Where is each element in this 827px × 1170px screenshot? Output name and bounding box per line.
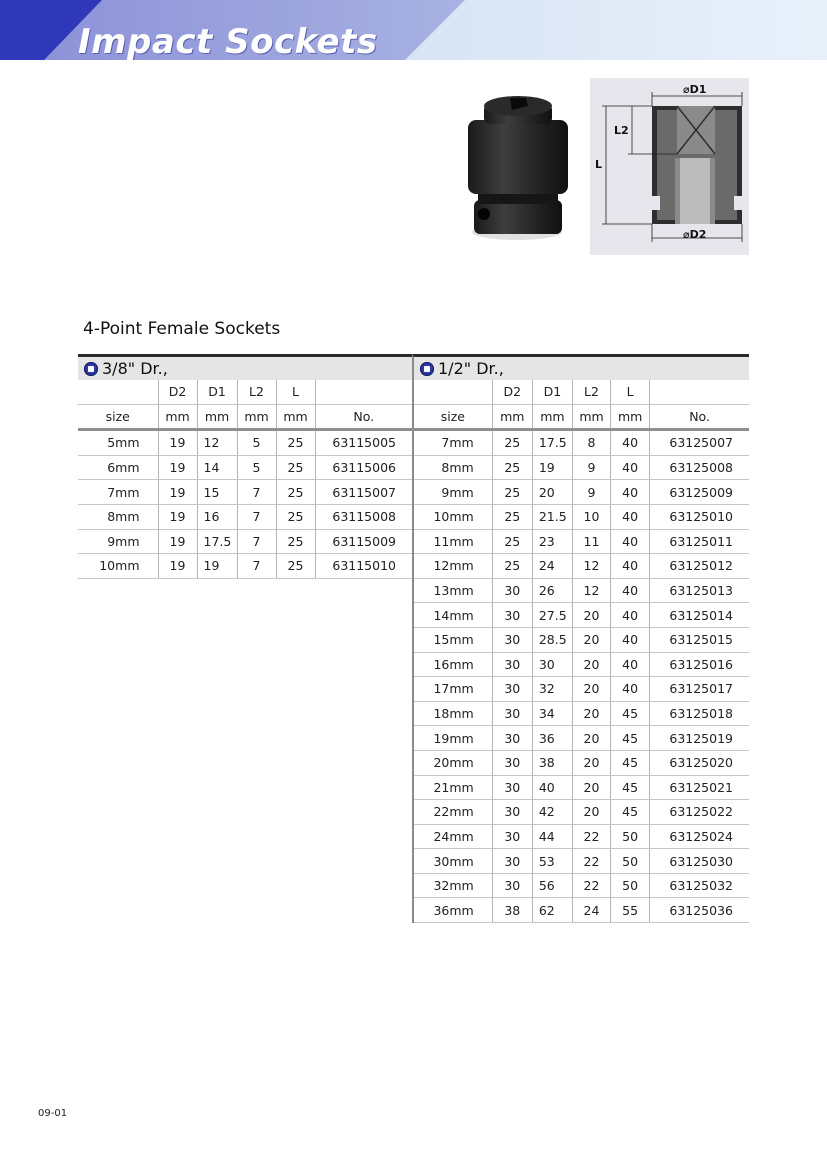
table-cell: 42	[532, 800, 572, 825]
table-row	[413, 529, 749, 554]
table-row	[413, 800, 749, 825]
table-cell: 40	[611, 603, 650, 628]
table-cell: 63125011	[650, 529, 749, 554]
dimension-diagram	[590, 78, 749, 255]
table-cell: 25	[276, 430, 315, 456]
table-cell: 55	[611, 898, 650, 923]
page-title: Impact Sockets	[78, 22, 378, 60]
table-cell: 20	[572, 652, 610, 677]
header-row	[413, 380, 749, 404]
table-cell: 25	[492, 430, 532, 456]
table-cell: 12	[572, 578, 610, 603]
section-title: 4-Point Female Sockets	[83, 319, 281, 339]
table-cell: 40	[611, 677, 650, 702]
table-cell: 19	[158, 430, 197, 456]
table-cell: 63125019	[650, 726, 749, 751]
table-row	[413, 652, 749, 677]
header-cell: mm	[237, 404, 276, 430]
table-cell: 30	[492, 849, 532, 874]
table-cell: 30	[492, 824, 532, 849]
table-row	[413, 430, 749, 456]
table-cell: 45	[611, 750, 650, 775]
table-cell: 63115010	[315, 554, 412, 579]
table-row	[413, 750, 749, 775]
table-cell: 22	[572, 849, 610, 874]
table-cell: 27.5	[532, 603, 572, 628]
socket-photo	[462, 92, 572, 252]
table-cell: 17.5	[532, 430, 572, 456]
table-row	[413, 603, 749, 628]
bullet-icon	[84, 362, 98, 376]
header-cell: mm	[611, 404, 650, 430]
table-cell: 25	[492, 529, 532, 554]
table-cell: 63125017	[650, 677, 749, 702]
table-cell: 5mm	[78, 430, 158, 456]
page-number: 09-01	[38, 1108, 68, 1119]
table-row	[413, 701, 749, 726]
table-cell: 63125015	[650, 627, 749, 652]
table-cell: 32	[532, 677, 572, 702]
table-cell: 20	[572, 750, 610, 775]
d2-label: ⌀D2	[683, 228, 707, 241]
table-cell: 25	[276, 529, 315, 554]
table-cell: 30	[492, 750, 532, 775]
table-cell: 9	[572, 455, 610, 480]
header-cell: mm	[572, 404, 610, 430]
table-cell: 24	[572, 898, 610, 923]
header-cell: D1	[197, 380, 237, 404]
table-row	[413, 554, 749, 579]
table-cell: 17.5	[197, 529, 237, 554]
table-cell: 30	[492, 578, 532, 603]
table-cell: 32mm	[413, 873, 492, 898]
table-cell: 19	[197, 554, 237, 579]
header-cell	[413, 380, 492, 404]
table-cell: 12	[572, 554, 610, 579]
table-row	[413, 726, 749, 751]
table-cell: 25	[276, 504, 315, 529]
table-cell: 10	[572, 504, 610, 529]
table-cell: 9mm	[78, 529, 158, 554]
table-cell: 7mm	[78, 480, 158, 505]
table-cell: 63115005	[315, 430, 412, 456]
table-cell: 7	[237, 504, 276, 529]
table-cell: 30	[492, 873, 532, 898]
table-cell: 63125036	[650, 898, 749, 923]
table-cell: 63115008	[315, 504, 412, 529]
table-cell: 17mm	[413, 677, 492, 702]
table-cell: 11mm	[413, 529, 492, 554]
header-row	[78, 380, 412, 404]
table-cell: 5	[237, 455, 276, 480]
table-cell: 21mm	[413, 775, 492, 800]
d1-label: ⌀D1	[683, 83, 707, 96]
table-cell: 30	[492, 775, 532, 800]
header-cell: No.	[315, 404, 412, 430]
table-cell: 30	[492, 800, 532, 825]
table-cell: 19	[158, 529, 197, 554]
header-cell: mm	[158, 404, 197, 430]
table-cell: 20	[572, 800, 610, 825]
table-cell: 30	[492, 726, 532, 751]
table-cell: 25	[492, 455, 532, 480]
table-cell: 24mm	[413, 824, 492, 849]
table-cell: 63125014	[650, 603, 749, 628]
table-cell: 15mm	[413, 627, 492, 652]
header-cell	[78, 380, 158, 404]
table-cell: 7	[237, 529, 276, 554]
spec-table-3-8	[78, 380, 412, 579]
table-cell: 63125030	[650, 849, 749, 874]
table-cell: 40	[611, 652, 650, 677]
table-cell: 36mm	[413, 898, 492, 923]
table-cell: 50	[611, 873, 650, 898]
table-row	[78, 504, 412, 529]
table-cell: 30	[492, 627, 532, 652]
table-cell: 40	[611, 529, 650, 554]
table-row	[413, 627, 749, 652]
table-cell: 20	[572, 726, 610, 751]
table-row	[413, 898, 749, 923]
table-row	[413, 824, 749, 849]
table-cell: 44	[532, 824, 572, 849]
table-cell: 63115006	[315, 455, 412, 480]
table-cell: 19	[532, 455, 572, 480]
table-cell: 25	[492, 504, 532, 529]
header-row	[78, 404, 412, 430]
table-cell: 20	[572, 603, 610, 628]
table-cell: 63125007	[650, 430, 749, 456]
table-row	[413, 873, 749, 898]
table-cell: 20	[572, 775, 610, 800]
table-cell: 19	[158, 504, 197, 529]
table-cell: 19mm	[413, 726, 492, 751]
header-row	[413, 404, 749, 430]
table-cell: 10mm	[413, 504, 492, 529]
table-cell: 16	[197, 504, 237, 529]
header-cell: D2	[158, 380, 197, 404]
table-cell: 11	[572, 529, 610, 554]
table-cell: 45	[611, 800, 650, 825]
table-row	[78, 455, 412, 480]
header-cell: L2	[237, 380, 276, 404]
l-label: L	[595, 158, 603, 171]
table-cell: 22mm	[413, 800, 492, 825]
table-cell: 25	[492, 480, 532, 505]
table-cell: 63125016	[650, 652, 749, 677]
table-cell: 63125009	[650, 480, 749, 505]
l2-label: L2	[614, 124, 629, 137]
table-cell: 30mm	[413, 849, 492, 874]
header-cell: No.	[650, 404, 749, 430]
table-row	[413, 480, 749, 505]
table-cell: 40	[611, 504, 650, 529]
table-cell: 19	[158, 554, 197, 579]
table-cell: 53	[532, 849, 572, 874]
header-cell: L2	[572, 380, 610, 404]
table-cell: 22	[572, 824, 610, 849]
header-cell: mm	[532, 404, 572, 430]
header-cell: L	[276, 380, 315, 404]
table-cell: 40	[611, 578, 650, 603]
table-cell: 12	[197, 430, 237, 456]
header-cell: mm	[276, 404, 315, 430]
table-cell: 40	[611, 480, 650, 505]
table-cell: 62	[532, 898, 572, 923]
table-panel-3-8-dr	[78, 354, 412, 579]
table-cell: 22	[572, 873, 610, 898]
table-cell: 63125032	[650, 873, 749, 898]
table-cell: 9mm	[413, 480, 492, 505]
table-cell: 50	[611, 849, 650, 874]
table-cell: 20	[572, 701, 610, 726]
table-title: 1/2" Dr.,	[438, 359, 504, 378]
table-row	[413, 677, 749, 702]
table-cell: 25	[492, 554, 532, 579]
table-cell: 16mm	[413, 652, 492, 677]
table-header-bar	[78, 354, 412, 380]
table-row	[78, 554, 412, 579]
table-cell: 36	[532, 726, 572, 751]
table-cell: 25	[276, 480, 315, 505]
table-cell: 12mm	[413, 554, 492, 579]
table-cell: 8	[572, 430, 610, 456]
table-cell: 19	[158, 455, 197, 480]
table-cell: 40	[611, 455, 650, 480]
table-cell: 25	[276, 554, 315, 579]
table-title: 3/8" Dr.,	[102, 359, 168, 378]
table-row	[413, 578, 749, 603]
header-cell: D1	[532, 380, 572, 404]
table-cell: 50	[611, 824, 650, 849]
header-cell: L	[611, 380, 650, 404]
header-cell: mm	[197, 404, 237, 430]
table-cell: 63115009	[315, 529, 412, 554]
table-cell: 63125024	[650, 824, 749, 849]
table-row	[78, 430, 412, 456]
header-cell: size	[413, 404, 492, 430]
table-cell: 63125022	[650, 800, 749, 825]
table-cell: 20mm	[413, 750, 492, 775]
bullet-icon	[420, 362, 434, 376]
header-cell: mm	[492, 404, 532, 430]
table-row	[413, 504, 749, 529]
header-cell	[650, 380, 749, 404]
table-cell: 20	[572, 627, 610, 652]
table-cell: 19	[158, 480, 197, 505]
table-cell: 63125013	[650, 578, 749, 603]
table-cell: 40	[611, 627, 650, 652]
table-panel-1-2-dr	[412, 354, 749, 923]
spec-table-1-2	[412, 380, 749, 923]
table-cell: 40	[611, 554, 650, 579]
header-cell: D2	[492, 380, 532, 404]
table-cell: 15	[197, 480, 237, 505]
table-cell: 14mm	[413, 603, 492, 628]
table-cell: 63125021	[650, 775, 749, 800]
table-cell: 24	[532, 554, 572, 579]
table-cell: 30	[492, 701, 532, 726]
table-header-bar	[412, 354, 749, 380]
table-cell: 13mm	[413, 578, 492, 603]
table-cell: 6mm	[78, 455, 158, 480]
table-cell: 9	[572, 480, 610, 505]
table-cell: 30	[492, 652, 532, 677]
table-cell: 45	[611, 726, 650, 751]
table-cell: 30	[492, 603, 532, 628]
table-cell: 45	[611, 701, 650, 726]
table-cell: 14	[197, 455, 237, 480]
table-cell: 7	[237, 480, 276, 505]
table-cell: 10mm	[78, 554, 158, 579]
table-cell: 63115007	[315, 480, 412, 505]
table-cell: 8mm	[413, 455, 492, 480]
table-cell: 38	[492, 898, 532, 923]
table-row	[78, 529, 412, 554]
table-cell: 18mm	[413, 701, 492, 726]
table-cell: 8mm	[78, 504, 158, 529]
table-cell: 63125010	[650, 504, 749, 529]
table-cell: 40	[532, 775, 572, 800]
table-cell: 21.5	[532, 504, 572, 529]
table-cell: 38	[532, 750, 572, 775]
table-row	[413, 455, 749, 480]
table-cell: 63125008	[650, 455, 749, 480]
table-cell: 5	[237, 430, 276, 456]
table-cell: 30	[492, 677, 532, 702]
table-cell: 23	[532, 529, 572, 554]
table-cell: 20	[532, 480, 572, 505]
table-cell: 40	[611, 430, 650, 456]
table-cell: 63125020	[650, 750, 749, 775]
table-cell: 25	[276, 455, 315, 480]
table-row	[413, 849, 749, 874]
table-row	[413, 775, 749, 800]
table-cell: 34	[532, 701, 572, 726]
table-cell: 63125018	[650, 701, 749, 726]
header-cell	[315, 380, 412, 404]
table-cell: 45	[611, 775, 650, 800]
table-cell: 20	[572, 677, 610, 702]
table-cell: 63125012	[650, 554, 749, 579]
header-banner	[0, 0, 827, 60]
table-row	[78, 480, 412, 505]
table-cell: 30	[532, 652, 572, 677]
table-cell: 7mm	[413, 430, 492, 456]
table-cell: 26	[532, 578, 572, 603]
table-cell: 28.5	[532, 627, 572, 652]
table-cell: 56	[532, 873, 572, 898]
header-cell: size	[78, 404, 158, 430]
table-cell: 7	[237, 554, 276, 579]
